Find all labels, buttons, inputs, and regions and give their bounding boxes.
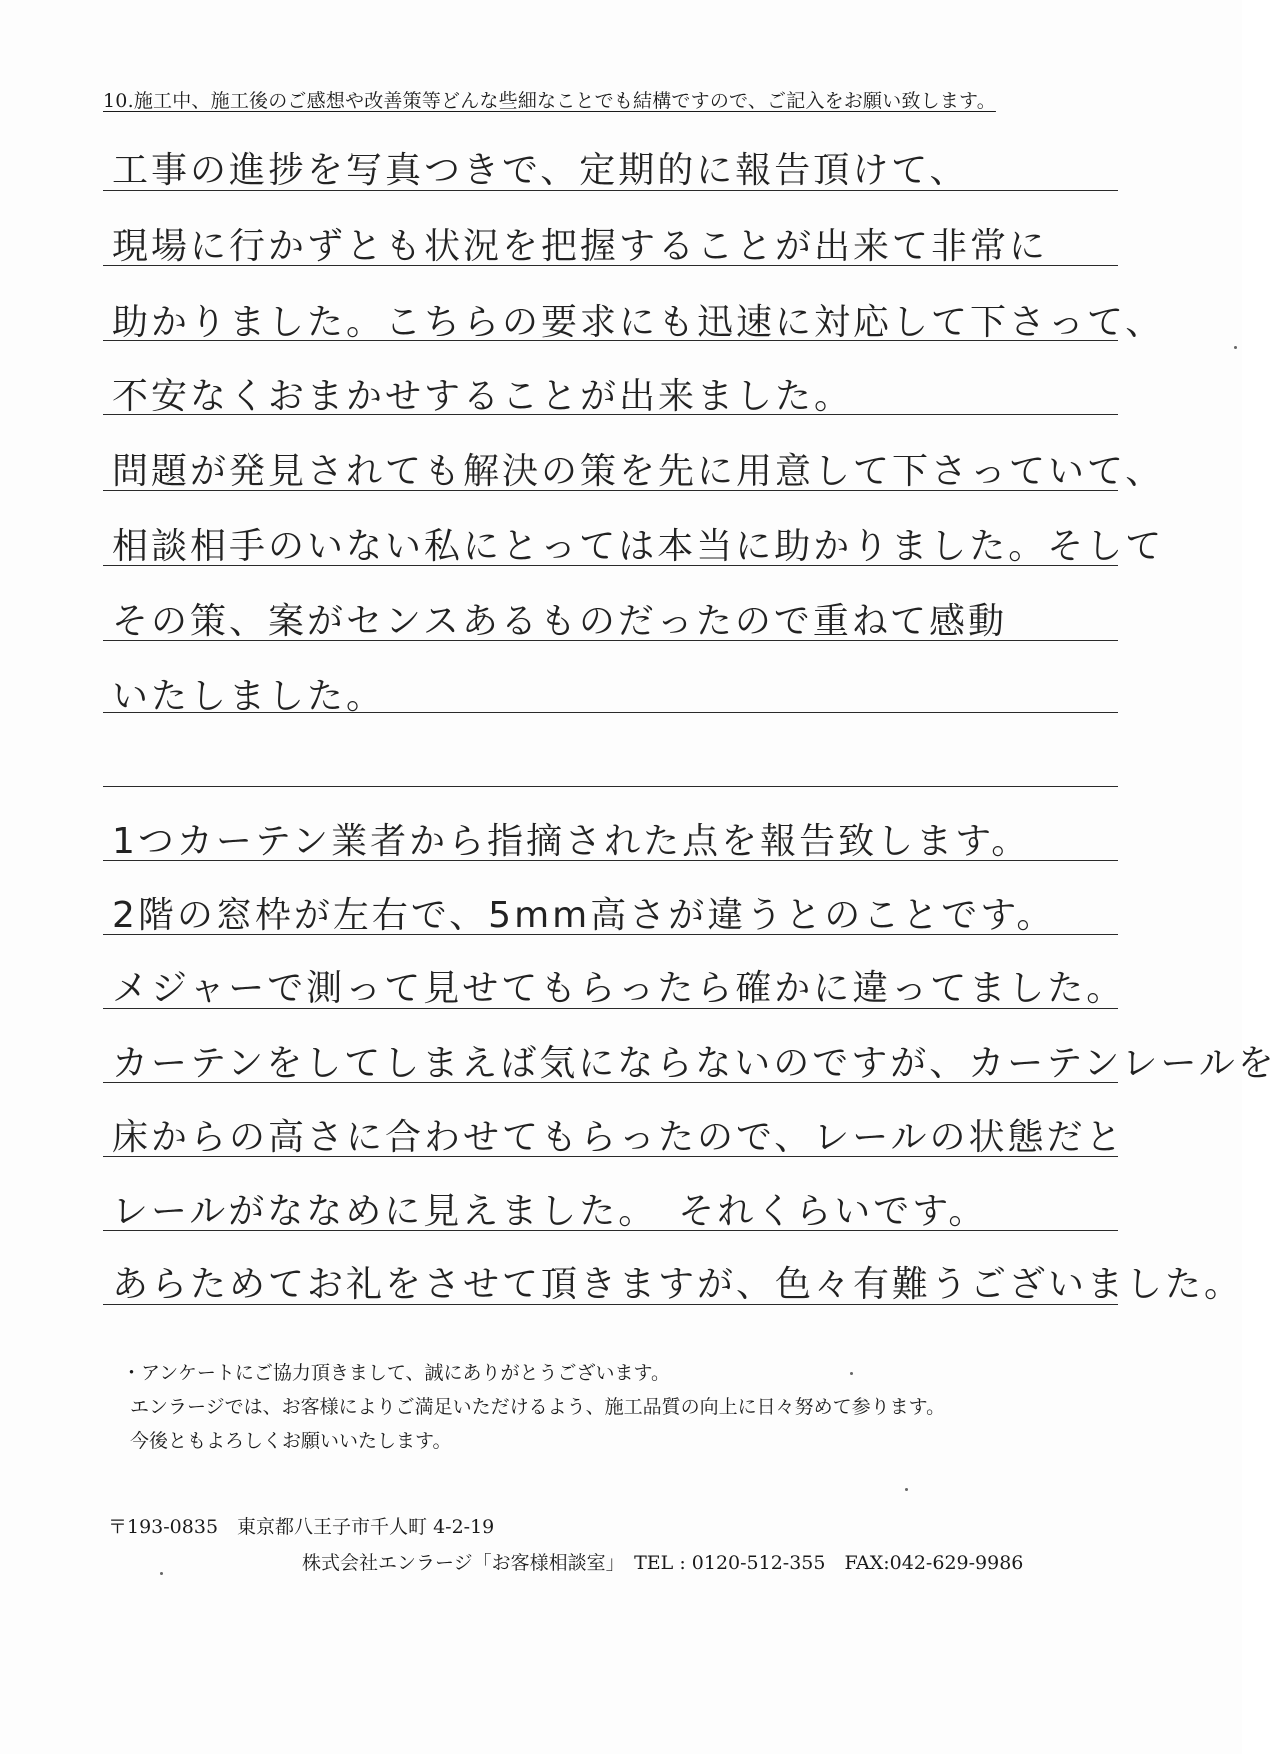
answer-line: いたしました。 [112,676,386,717]
closing-line: 今後ともよろしくお願いいたします。 [130,1430,452,1452]
ruled-line [103,340,1118,341]
ruled-line [103,1230,1118,1231]
scan-speck [905,1488,908,1491]
scan-speck [1234,346,1237,349]
answer-line: あらためてお礼をさせて頂きますが、色々有難うございました。 [112,1264,1244,1305]
ruled-line [103,1008,1118,1009]
question-heading: 10.施工中、施工後のご感想や改善策等どんな些細なことでも結構ですので、ご記入をお願い致します。 [103,90,996,112]
closing-line: エンラージでは、お客様によりご満足いただけるよう、施工品質の向上に日々努めて参ります。 [130,1396,946,1418]
ruled-line [103,565,1118,566]
scan-speck [160,1572,163,1575]
answer-line: レールがななめに見えました。 それくらいです。 [112,1191,988,1232]
ruled-line [103,640,1118,641]
answer-line: 工事の進捗を写真つきで、定期的に報告頂けて、 [112,150,969,191]
answer-line: 1つカーテン業者から指摘された点を報告致します。 [112,821,1031,862]
ruled-line [103,1156,1118,1157]
answer-line: 現場に行かずとも状況を把握することが出来て非常に [112,226,1049,267]
ruled-line [103,860,1118,861]
ruled-line [103,934,1118,935]
answer-line: カーテンをしてしまえば気にならないのですが、カーテンレールを [112,1043,1277,1084]
answer-line: 助かりました。こちらの要求にも迅速に対応して下さって、 [112,302,1165,343]
ruled-line [103,786,1118,787]
ruled-line [103,712,1118,713]
answer-line: 床からの高さに合わせてもらったので、レールの状態だと [112,1117,1125,1158]
closing-line: ・アンケートにご協力頂きまして、誠にありがとうございます。 [122,1362,670,1384]
ruled-line [103,1304,1118,1305]
company-contact: 株式会社エンラージ「お客様相談室」 TEL : 0120-512-355 FAX:042-629-9986 [302,1552,1024,1574]
company-address: 〒193-0835 東京都八王子市千人町 4-2-19 [108,1516,495,1538]
scan-speck [850,1372,853,1375]
ruled-line [103,490,1118,491]
answer-line: 問題が発見されても解決の策を先に用意して下さっていて、 [112,451,1165,492]
ruled-line [103,190,1118,191]
answer-line: メジャーで測って見せてもらったら確かに違ってました。 [112,968,1126,1009]
answer-line: 不安なくおまかせすることが出来ました。 [112,376,854,417]
ruled-line [103,414,1118,415]
ruled-line [103,1082,1118,1083]
answer-line: 相談相手のいない私にとっては本当に助かりました。そして [112,526,1165,567]
ruled-line [103,265,1118,266]
answer-line: その策、案がセンスあるものだったので重ねて感動 [112,601,1008,642]
answer-line: 2階の窓枠が左右で、5mm高さが違うとのことです。 [112,895,1056,936]
